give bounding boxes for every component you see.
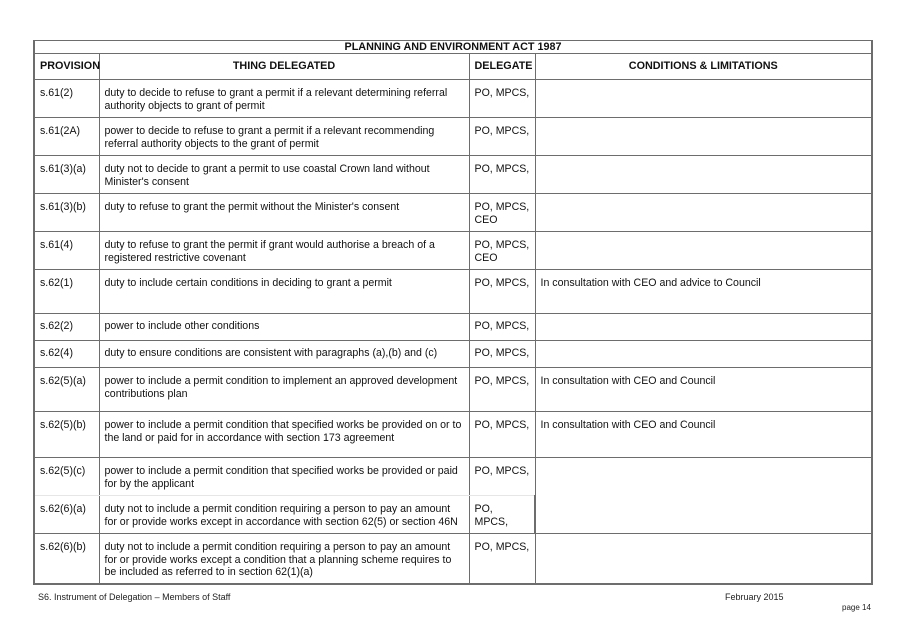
provision-cell: s.61(2): [34, 80, 99, 118]
provision-cell: s.62(4): [34, 341, 99, 368]
thing-delegated-cell: power to include other conditions: [99, 314, 469, 341]
delegate-cell: PO, MPCS,: [469, 496, 535, 534]
conditions-cell: [535, 118, 872, 156]
provision-cell: s.61(4): [34, 232, 99, 270]
provision-cell: s.62(6)(a): [34, 496, 99, 534]
footer-document-name: S6. Instrument of Delegation – Members of Staff: [38, 592, 231, 602]
header-provision: PROVISION: [34, 54, 99, 80]
conditions-cell: [535, 232, 872, 270]
conditions-cell: In consultation with CEO and Council: [535, 412, 872, 458]
provision-cell: s.61(3)(a): [34, 156, 99, 194]
thing-delegated-cell: duty to refuse to grant the permit without the Minister's consent: [99, 194, 469, 232]
header-delegate: DELEGATE: [469, 54, 535, 80]
conditions-cell: [535, 314, 872, 341]
table-row: [34, 534, 872, 585]
thing-delegated-cell: power to include a permit condition that specified works be provided on or to the land or paid for in accordance with section 173 agreement: [99, 412, 469, 458]
conditions-cell: In consultation with CEO and advice to Council: [535, 270, 872, 314]
conditions-cell: [535, 534, 872, 585]
thing-delegated-cell: power to include a permit condition to implement an approved development contributions plan: [99, 368, 469, 412]
table-row: [34, 270, 872, 314]
delegate-cell: PO, MPCS,: [469, 270, 535, 314]
conditions-cell: [535, 458, 872, 534]
table-row: [34, 412, 872, 458]
table-row: [34, 314, 872, 341]
header-conditions: CONDITIONS & LIMITATIONS: [535, 54, 872, 80]
provision-cell: s.62(1): [34, 270, 99, 314]
delegate-cell: PO, MPCS,: [469, 314, 535, 341]
conditions-cell: [535, 80, 872, 118]
delegate-cell: PO, MPCS,: [469, 118, 535, 156]
conditions-cell: In consultation with CEO and Council: [535, 368, 872, 412]
thing-delegated-cell: duty to ensure conditions are consistent with paragraphs (a),(b) and (c): [99, 341, 469, 368]
delegate-cell: PO, MPCS,: [469, 412, 535, 458]
delegate-cell: PO, MPCS,: [469, 80, 535, 118]
table-row: [34, 156, 872, 194]
conditions-cell: [535, 341, 872, 368]
thing-delegated-cell: duty not to include a permit condition requiring a person to pay an amount for or provide works except a condition that a planning scheme requires to be included as referred to in section 62(1)(a): [99, 534, 469, 585]
conditions-cell: [535, 194, 872, 232]
thing-delegated-cell: duty to include certain conditions in deciding to grant a permit: [99, 270, 469, 314]
provision-cell: s.62(2): [34, 314, 99, 341]
provision-cell: s.62(6)(b): [34, 534, 99, 585]
footer-date: February 2015: [725, 592, 784, 602]
table-row: [34, 80, 872, 118]
thing-delegated-cell: power to decide to refuse to grant a permit if a relevant recommending referral authority objects to the grant of permit: [99, 118, 469, 156]
table-row: [34, 232, 872, 270]
delegate-cell: PO, MPCS,: [469, 341, 535, 368]
delegate-cell: PO, MPCS, CEO: [469, 194, 535, 232]
provision-cell: s.62(5)(a): [34, 368, 99, 412]
delegation-table: [33, 40, 873, 585]
table-row: [34, 368, 872, 412]
header-thing-delegated: THING DELEGATED: [99, 54, 469, 80]
table-row: [34, 341, 872, 368]
thing-delegated-cell: duty to decide to refuse to grant a permit if a relevant determining referral authority objects to grant of permit: [99, 80, 469, 118]
provision-cell: s.61(2A): [34, 118, 99, 156]
thing-delegated-cell: duty not to include a permit condition requiring a person to pay an amount for or provide works except in accordance with section 62(5) or section 46N: [99, 496, 469, 534]
act-title: PLANNING AND ENVIRONMENT ACT 1987: [34, 41, 872, 54]
provision-cell: s.62(5)(b): [34, 412, 99, 458]
table-row: [34, 118, 872, 156]
page-number: page 14: [842, 603, 871, 612]
thing-delegated-cell: duty not to decide to grant a permit to use coastal Crown land without Minister's consent: [99, 156, 469, 194]
delegate-cell: PO, MPCS,: [469, 458, 535, 496]
column-header-row: [34, 54, 872, 80]
delegate-cell: PO, MPCS, CEO: [469, 232, 535, 270]
thing-delegated-cell: power to include a permit condition that specified works be provided or paid for by the applicant: [99, 458, 469, 496]
conditions-cell: [535, 156, 872, 194]
table-row: [34, 194, 872, 232]
act-title-row: [34, 41, 872, 54]
thing-delegated-cell: duty to refuse to grant the permit if grant would authorise a breach of a registered restrictive covenant: [99, 232, 469, 270]
table-row: [34, 458, 872, 496]
delegate-cell: PO, MPCS,: [469, 368, 535, 412]
provision-cell: s.62(5)(c): [34, 458, 99, 496]
provision-cell: s.61(3)(b): [34, 194, 99, 232]
delegate-cell: PO, MPCS,: [469, 156, 535, 194]
delegate-cell: PO, MPCS,: [469, 534, 535, 585]
